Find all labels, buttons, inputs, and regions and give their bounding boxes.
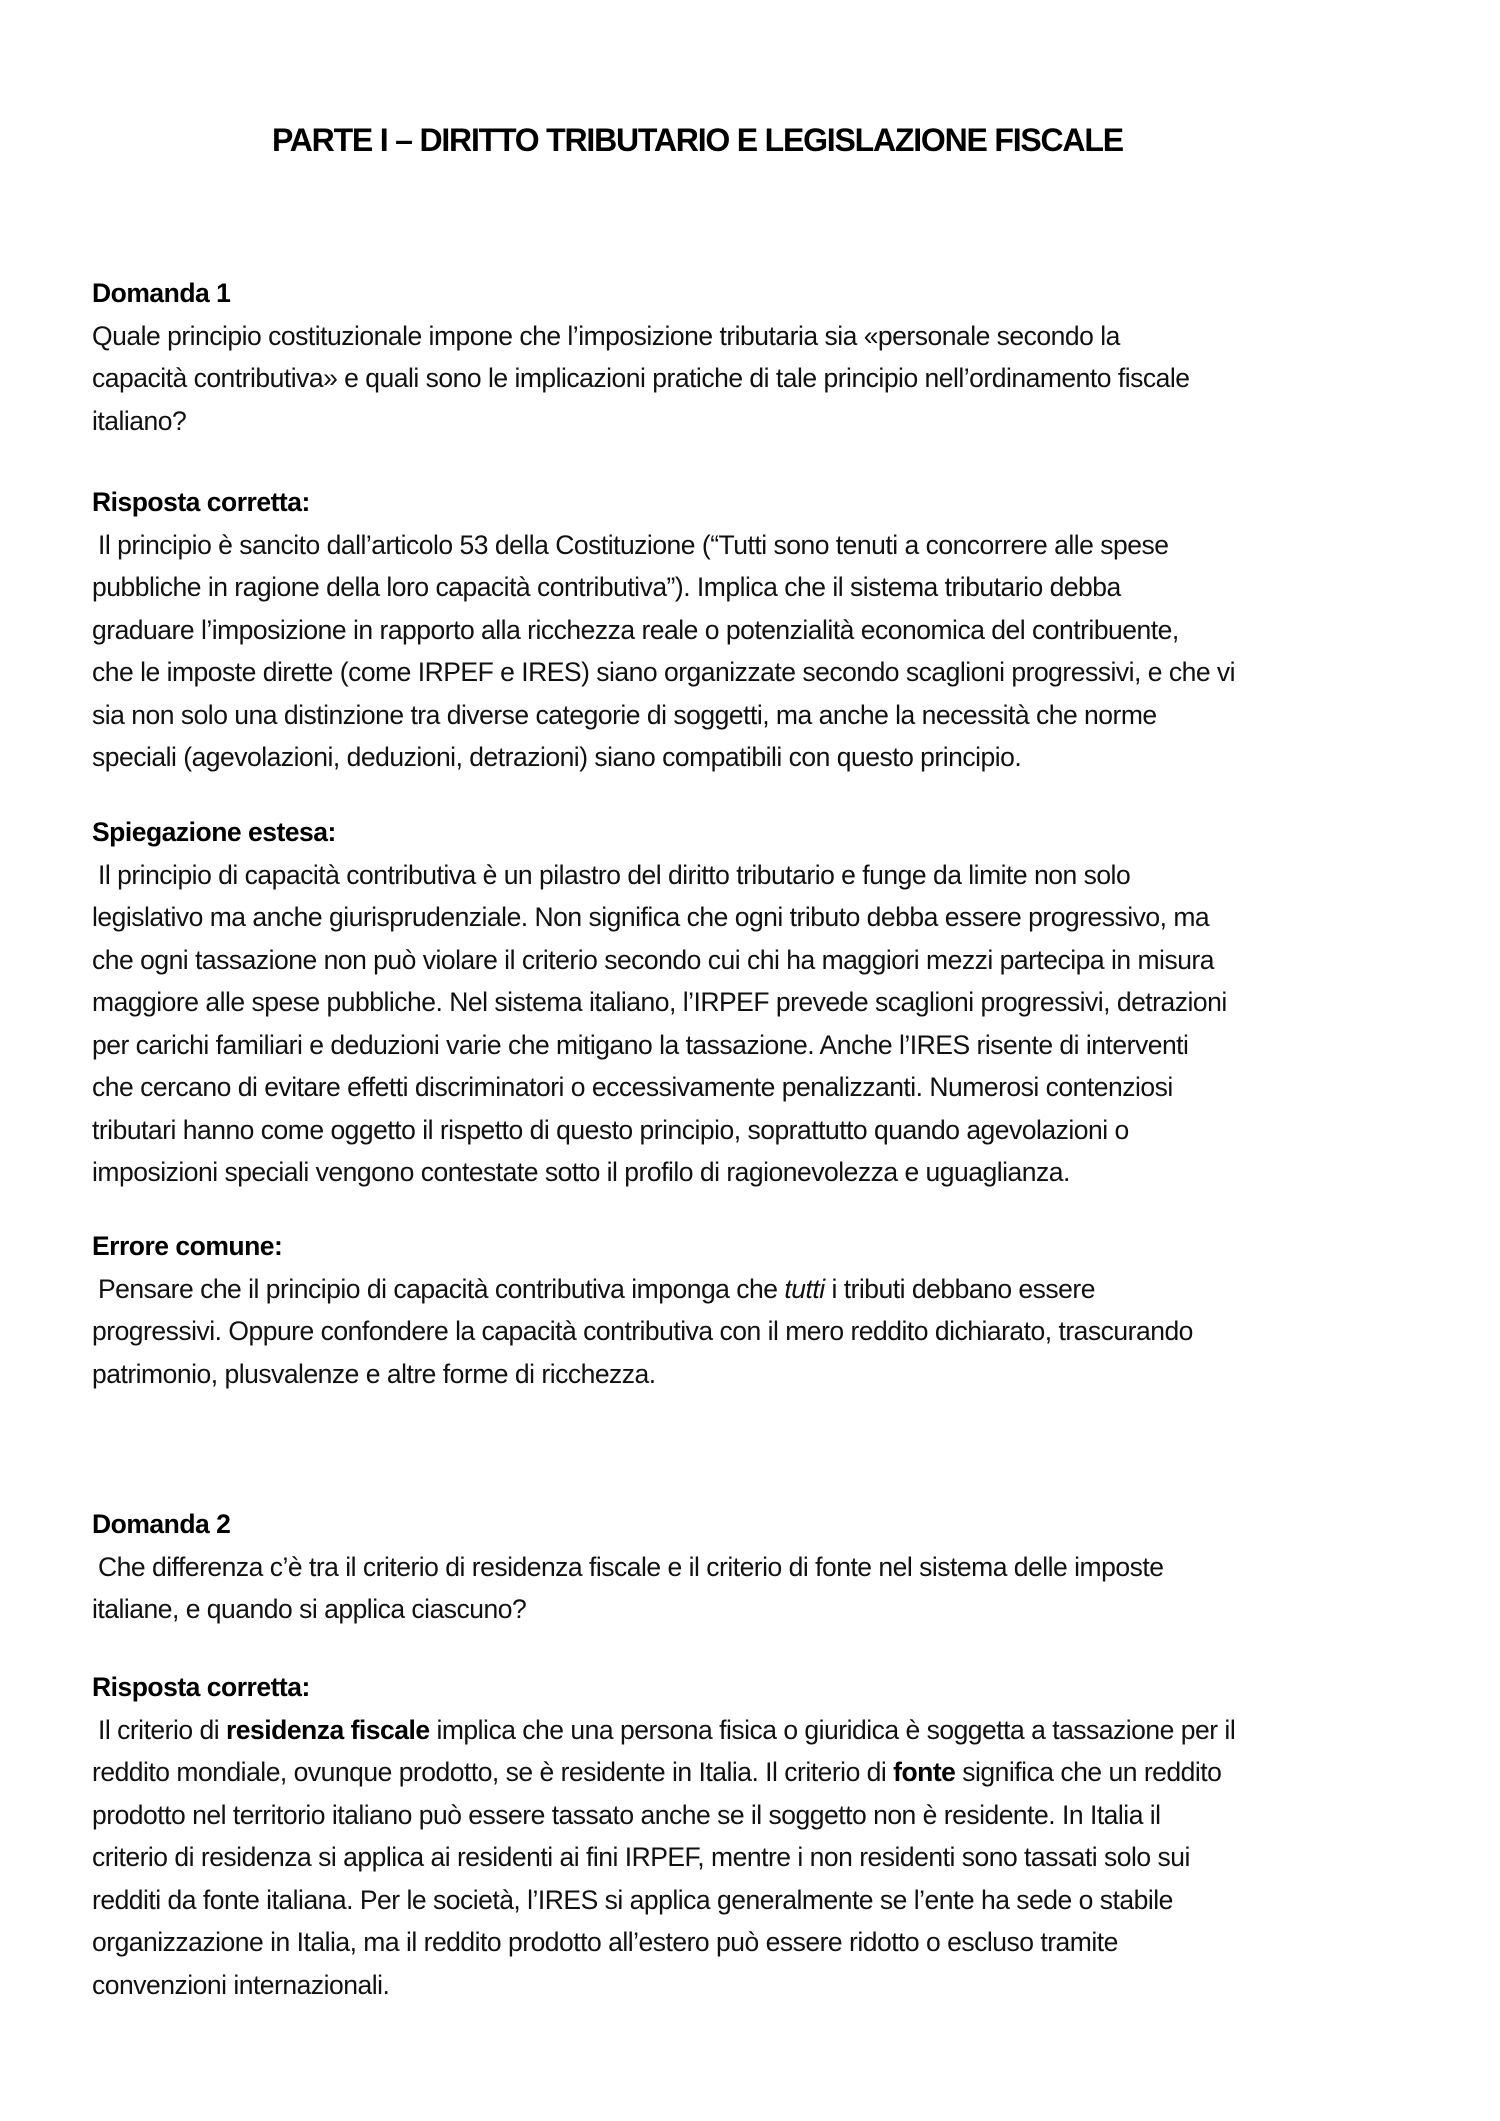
question-label: Domanda 1 bbox=[92, 278, 231, 308]
answer-text-line: prodotto nel territorio italiano può essere tassato anche se il soggetto non è residente. In Italia il bbox=[92, 1799, 1161, 1830]
common-error-text-line: progressivi. Oppure confondere la capacità contributiva con il mero reddito dichiarato, trascurando bbox=[92, 1316, 1193, 1346]
explanation-text-line: maggiore alle spese pubbliche. Nel sistema italiano, l’IRPEF prevede scaglioni progressivi, detrazioni bbox=[92, 987, 1227, 1017]
question-text-line: capacità contributiva» e quali sono le implicazioni pratiche di tale principio nell’ordinamento fiscale bbox=[92, 363, 1190, 393]
question-text-line: Quale principio costituzionale impone che l’imposizione tributaria sia «personale secondo la bbox=[92, 320, 1120, 351]
explanation-label: Spiegazione estesa: bbox=[92, 817, 336, 847]
question-text-line: italiano? bbox=[92, 405, 187, 436]
question-text-line: italiane, e quando si applica ciascuno? bbox=[92, 1594, 527, 1624]
question-1 bbox=[92, 272, 1422, 442]
answer-text-line: convenzioni internazionali. bbox=[92, 1969, 390, 2000]
answer-label: Risposta corretta: bbox=[92, 1672, 310, 1702]
text-segment: significa che un reddito bbox=[955, 1757, 1222, 1787]
answer-text-line: speciali (agevolazioni, deduzioni, detrazioni) siano compatibili con questo principio. bbox=[92, 742, 1022, 772]
common-error-1 bbox=[92, 1225, 1422, 1395]
answer-text-line bbox=[92, 1751, 1422, 1794]
bold-term: residenza fiscale bbox=[225, 1714, 430, 1745]
common-error-text-line: patrimonio, plusvalenze e altre forme di ricchezza. bbox=[92, 1358, 656, 1389]
page-title: PARTE I – DIRITTO TRIBUTARIO E LEGISLAZIONE FISCALE bbox=[272, 122, 1123, 158]
answer-1 bbox=[92, 481, 1422, 779]
answer-text-line: criterio di residenza si applica ai residenti ai fini IRPEF, mentre i non residenti sono tassati solo sui bbox=[92, 1842, 1190, 1872]
explanation-text-line: imposizioni speciali vengono contestate sotto il profilo di ragionevolezza e uguaglianza. bbox=[92, 1157, 1070, 1187]
answer-label: Risposta corretta: bbox=[92, 487, 310, 517]
question-2 bbox=[92, 1503, 1422, 1631]
answer-text-line: organizzazione in Italia, ma il reddito prodotto all’estero può essere ridotto o escluso tramite bbox=[92, 1927, 1118, 1957]
text-segment: implica che una persona fisica o giuridica è soggetta a tassazione per il bbox=[429, 1714, 1236, 1745]
explanation-text-line: tributari hanno come oggetto il rispetto di questo principio, soprattutto quando agevolazioni o bbox=[92, 1114, 1129, 1145]
answer-2 bbox=[92, 1666, 1422, 2006]
answer-text-line: pubbliche in ragione della loro capacità contributiva”). Implica che il sistema tributario debba bbox=[92, 572, 1121, 602]
text-segment: reddito mondiale, ovunque prodotto, se è residente in Italia. Il criterio di bbox=[92, 1757, 894, 1787]
answer-text-line: redditi da fonte italiana. Per le società, l’IRES si applica generalmente se l’ente ha sede o stabile bbox=[92, 1884, 1173, 1915]
explanation-text-line: che ogni tassazione non può violare il criterio secondo cui chi ha maggiori mezzi partecipa in misura bbox=[92, 944, 1214, 975]
emphasis-text: tutti bbox=[784, 1273, 825, 1304]
text-segment: Il criterio di bbox=[98, 1714, 226, 1745]
question-text-line: Che differenza c’è tra il criterio di residenza fiscale e il criterio di fonte nel sistema delle imposte bbox=[98, 1551, 1164, 1582]
text-segment: Pensare che il principio di capacità contributiva imponga che bbox=[98, 1273, 785, 1304]
explanation-text-line: che cercano di evitare effetti discriminatori o eccessivamente penalizzanti. Numerosi contenziosi bbox=[92, 1072, 1173, 1102]
common-error-label: Errore comune: bbox=[92, 1231, 283, 1261]
explanation-1 bbox=[92, 811, 1422, 1194]
explanation-text-line: Il principio di capacità contributiva è un pilastro del diritto tributario e funge da limite non solo bbox=[98, 859, 1131, 890]
explanation-text-line: per carichi familiari e deduzioni varie che mitigano la tassazione. Anche l’IRES risente di interventi bbox=[92, 1029, 1189, 1060]
answer-text-line: che le imposte dirette (come IRPEF e IRES) siano organizzate secondo scaglioni progressivi, e che vi bbox=[92, 657, 1236, 687]
answer-text-line: graduare l’imposizione in rapporto alla ricchezza reale o potenzialità economica del contribuente, bbox=[92, 614, 1179, 645]
common-error-text-line bbox=[92, 1268, 1422, 1311]
text-segment: i tributi debbano essere bbox=[824, 1273, 1095, 1304]
answer-text-line: sia non solo una distinzione tra diverse categorie di soggetti, ma anche la necessità che norme bbox=[92, 699, 1157, 730]
answer-text-line: Il principio è sancito dall’articolo 53 della Costituzione (“Tutti sono tenuti a concorrere alle spese bbox=[98, 529, 1169, 560]
answer-text-line bbox=[92, 1709, 1422, 1752]
bold-term: fonte bbox=[893, 1757, 956, 1787]
explanation-text-line: legislativo ma anche giurisprudenziale. Non significa che ogni tributo debba essere progressivo, ma bbox=[92, 902, 1210, 932]
question-label: Domanda 2 bbox=[92, 1509, 231, 1539]
